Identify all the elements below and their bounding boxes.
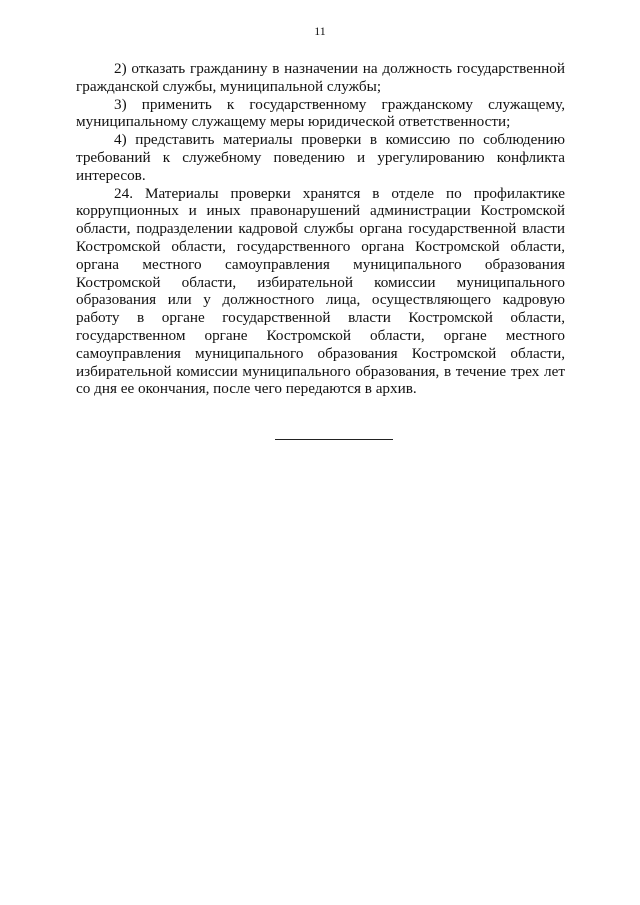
page-number: 11: [314, 24, 326, 38]
paragraph-apply-liability: 3) применить к государственному гражданскому служащему, муниципальному служащему меры юридической ответственности;: [76, 95, 565, 131]
document-body: [76, 60, 565, 398]
paragraph-submit-to-commission: 4) представить материалы проверки в комиссию по соблюдению требований к служебному поведению и урегулированию конфликта интересов.: [76, 131, 565, 184]
end-of-document-rule: [275, 439, 393, 440]
paragraph-materials-storage: 24. Материалы проверки хранятся в отделе по профилактике коррупционных и иных правонарушений администрации Костромской области, подразделении кадровой службы органа государственной власти Костромской области, государственного органа Костромской области, органа местного самоуправления муниципального образования Костромской области, избирательной комиссии муниципального образования или у должностного лица, осуществляющего кадровую работу в органе государственной власти Костромской области, государственном органе Костромской области, органе местного самоуправления муниципального образования Костромской области, избирательной комиссии муниципального образования, в течение трех лет со дня ее окончания, после чего передаются в архив.: [76, 184, 565, 398]
paragraph-refuse-appointment: 2) отказать гражданину в назначении на должность государственной гражданской службы, муниципальной службы;: [76, 60, 565, 95]
